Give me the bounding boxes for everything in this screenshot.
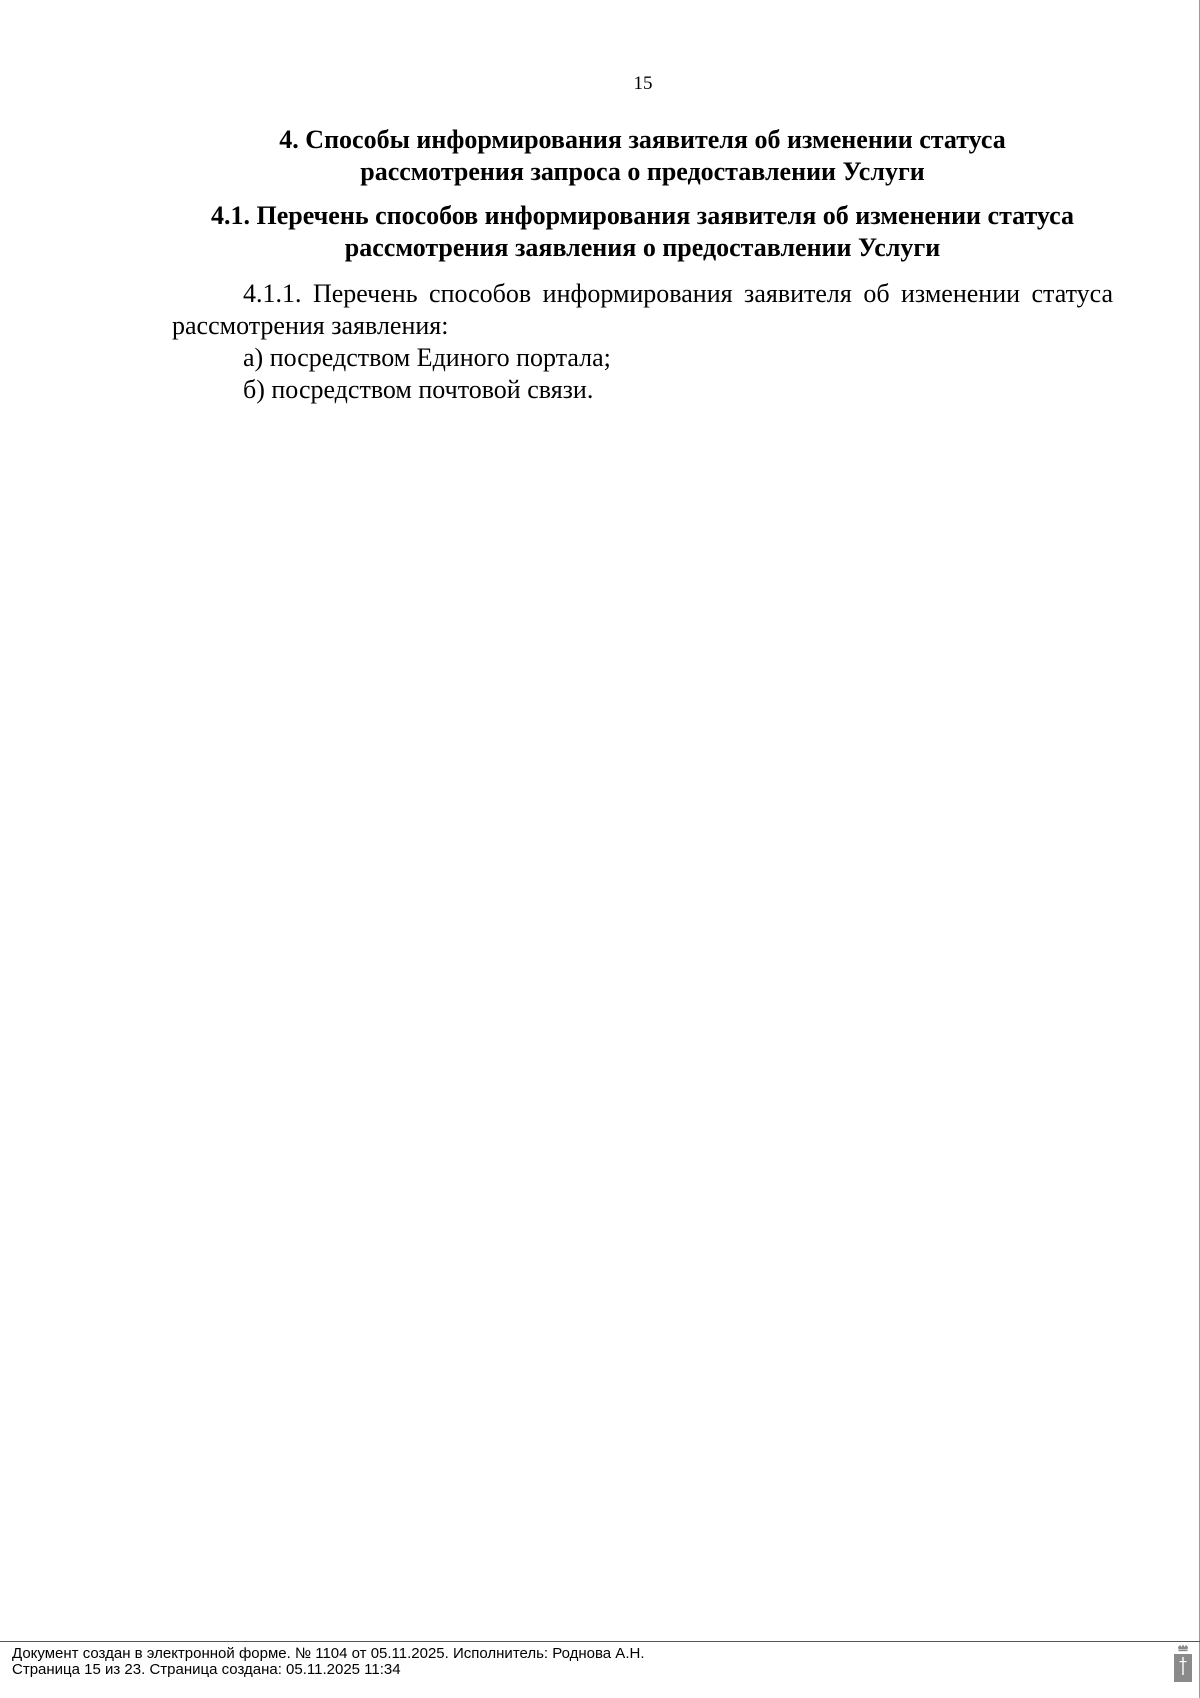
- footer-line-page-info: Страница 15 из 23. Страница создана: 05.11.2025 11:34: [12, 1661, 401, 1678]
- coat-of-arms-icon: [1172, 1644, 1194, 1684]
- section-title-line-2: рассмотрения запроса о предоставлении Услуги: [360, 157, 925, 186]
- footer-divider: [0, 1641, 1200, 1642]
- footer: [12, 1646, 1112, 1678]
- section-title-line-1: 4. Способы информирования заявителя об изменении статуса: [279, 125, 1006, 154]
- list-item-a: а) посредством Единого портала;: [243, 343, 611, 372]
- list-item-b: б) посредством почтовой связи.: [243, 375, 594, 404]
- footer-line-document-info: Документ создан в электронной форме. № 1104 от 05.11.2025. Исполнитель: Роднова А.Н.: [12, 1645, 645, 1662]
- subsection-title-line-1: 4.1. Перечень способов информирования заявителя об изменении статуса: [211, 201, 1074, 230]
- body-text: [172, 278, 1113, 406]
- subsection-title: [172, 200, 1113, 264]
- subsection-title-line-2: рассмотрения заявления о предоставлении Услуги: [344, 233, 941, 262]
- section-title: [172, 124, 1113, 188]
- page-number: 15: [633, 73, 653, 94]
- paragraph-4-1-1: 4.1.1. Перечень способов информирования заявителя об изменении статуса рассмотрения заявления:: [172, 279, 1113, 340]
